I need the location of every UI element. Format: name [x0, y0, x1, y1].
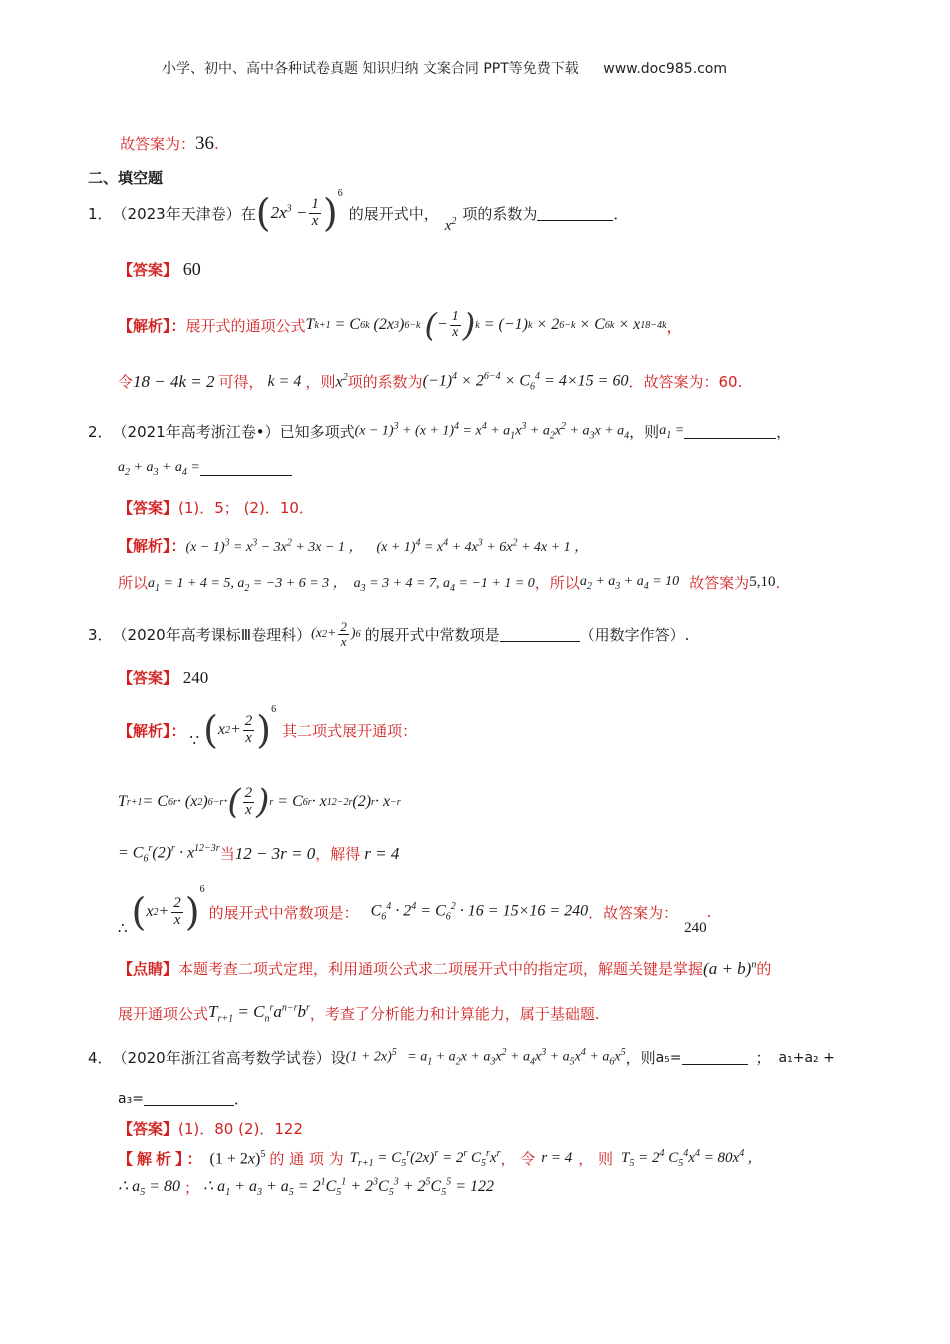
q4-a3-label: a₃= [118, 1090, 144, 1107]
q3-eq: 12 − 3r = 0 [234, 843, 316, 863]
q4-stem: 4． （2020年浙江省高考数学试卷） 设 $(1 + 2x)^5 = a_1 + a_2x + a_3x^2 + a_4x^3 + a_5x^4 + a_6x^5$ ，则 a₅= ； a₁+a₂ + [88, 1047, 835, 1068]
q2-answer [118, 497, 314, 518]
q3-comment-text-2b: ，考查了分析能力和计算能力，属于基础题. [309, 1004, 600, 1023]
q1-paren-close: ) [322, 191, 338, 235]
q2-number: 2． [88, 423, 113, 441]
prev-answer-label: 故答案为： [120, 135, 196, 153]
q3-analysis-text: 其二项式展开通项： [282, 721, 418, 740]
q4-t5: $T_5 = 2^4$ $C_5^4x^4 = 80x^4$ , [621, 1148, 752, 1169]
q3-text-b: （用数字作答）. [579, 625, 690, 644]
q4-analysis [118, 1148, 752, 1169]
q1-sol-calc: $(-1)^4 \times 2^{6-4} \times C_6^4 = 4\times 15 = 60$ [422, 371, 629, 393]
q3-answer-value: 240 [182, 668, 209, 687]
q4-poly: $(1 + 2x)^5 = a_1 + a_2x + a_3x^2 + a_4x^3 + a_5x^4 + a_6x^5$ [345, 1047, 626, 1068]
q4-blank-2[interactable] [144, 1091, 234, 1106]
q1-answer-blank[interactable] [537, 206, 613, 221]
q3-because-icon: ∵ [189, 732, 200, 749]
q4-text-a: 设 [330, 1049, 346, 1067]
q1-sol-a: 令 [118, 373, 134, 392]
q4-a5-label: a₅= [655, 1049, 682, 1066]
q1-analysis-label: 【解析】： [118, 316, 186, 335]
q4-text-b: ，则 [625, 1049, 656, 1067]
q4-answer [118, 1118, 303, 1139]
prev-answer-end: . [214, 135, 219, 153]
q1-text-c: 项的系数为 [462, 204, 538, 223]
q1-number: 1． [88, 204, 113, 223]
q3-analysis: 【解析】： ∵ ( x 2 + $\frac{2}{x}$ ) $^6$ 其二项式展开通项： [118, 704, 418, 752]
q1-sol-k: k = 4 [267, 372, 302, 390]
q1-sol-eq: 18 − 4k = 2 [133, 371, 215, 391]
q3-const-expr: x 2 + $\frac{2}{x}$ [146, 894, 181, 928]
q2-analysis-label: 【解析】： [118, 537, 186, 555]
q1-formula: T k+1 = C 6 k (2x 3 ) 6−k ( − $\frac{1}{x}$ ) k = (−1) k × 2 6−k × C 6 k × x 18−4k ， [305, 306, 683, 344]
q2-conc-a: 所以 [118, 574, 149, 593]
q3-comment-text-2a: 展开通项公式 [118, 1004, 209, 1023]
q2-conc-c: 故答案为 [689, 574, 750, 593]
q1-analysis [118, 302, 682, 348]
q1-text-a: 在 [240, 204, 256, 223]
q3-paren-open: ( [203, 708, 218, 752]
q2-stem-2 [118, 460, 292, 478]
q1-frac: $\frac{1}{x}$ [311, 195, 319, 229]
q3-analysis-label: 【解析】： [118, 721, 186, 740]
q3-expr: (x 2 + $\frac{2}{x}$ ) 6 [311, 618, 361, 649]
q3-comment-text-1b: 的 [756, 960, 772, 978]
q3-answer [118, 667, 208, 688]
q4-analysis-label: 【解析】： [118, 1150, 206, 1168]
q3-simplify [118, 843, 399, 865]
q1-answer-label: 【答案】 [118, 261, 179, 279]
q3-comment-label: 【点睛】 [118, 960, 179, 978]
q4-blank-1[interactable] [682, 1050, 748, 1065]
q2-sum: $a_2 + a_3 + a_4 = 10$ [579, 574, 680, 592]
q2-text-a: 已知多项式 [279, 423, 355, 441]
header-title: 小学、初中、高中各种试卷真题 知识归纳 文案合同 PPT等免费下载 [162, 61, 579, 77]
q3-when: 当 [219, 845, 235, 864]
q2-sum-label: $a_2 + a_3 + a_4$ = [118, 460, 200, 478]
q4-answer-label: 【答案】 [118, 1120, 179, 1138]
q4-base: $(1 + 2x)^5$ [209, 1148, 266, 1168]
q3-source: （2020年高考课标Ⅲ卷理科） [112, 625, 312, 644]
q3-stem [88, 614, 689, 654]
q4-analysis-c: ， 则 [578, 1150, 614, 1168]
q1-solution [118, 371, 742, 393]
q4-source: （2020年浙江省高考数学试卷） [112, 1049, 331, 1067]
prev-answer [120, 133, 219, 155]
section-title: 二、填空题 [88, 169, 164, 187]
q3-general-term [118, 776, 401, 828]
q2-conc-d: 5,10 [749, 574, 776, 591]
q2-analysis [118, 535, 588, 556]
q4-stem-2: a₃= ． [118, 1090, 249, 1108]
prev-answer-value: 36 [195, 133, 215, 154]
q1-paren-open: ( [255, 191, 271, 235]
q1-sol-e: ．故答案为：60. [628, 373, 743, 392]
q4-analysis-a: 的 通 项 为 [269, 1150, 344, 1168]
q2-conclusion: 所以 $a_1 = 1 + 4 = 5$, $a_2 = -3 + 6 = 3$ ， $a_3 = 3 + 4 = 7$, $a_4 = -1 + 1 = 0$ ，所以 $a_2 + a_3 + a_4 = 10$ 故答案为 5,10 . [118, 573, 781, 594]
q4-a12-label: a₁+a₂ + [778, 1049, 835, 1066]
q2-conc-b: ，所以 [534, 574, 580, 593]
q3-answer-blank[interactable] [500, 627, 580, 642]
page-header [162, 58, 727, 78]
q3-const-paren-open: ( [131, 890, 147, 934]
q2-values: $a_1 = 1 + 4 = 5$, $a_2 = -3 + 6 = 3$ ， $a_3 = 3 + 4 = 7$, $a_4 = -1 + 1 = 0$ [148, 576, 535, 594]
q3-r: r = 4 [364, 843, 400, 863]
q1-answer [118, 259, 201, 280]
q3-analysis-expr: x 2 + $\frac{2}{x}$ [217, 712, 253, 746]
q1-text-b: 的展开式中， [348, 204, 439, 223]
q2-text-b: ，则 [629, 423, 660, 441]
q1-analysis-text: 展开式的通项公式 [185, 316, 306, 335]
q2-a1: $a_1$ = [659, 422, 685, 441]
q4-analysis-b: ， 令 [500, 1150, 536, 1168]
q4-final: ∴ $a_5 = 80$ ； ∴ $a_1 + a_3 + a_5 = 2^1C_5^1 + 2^3C_5^3 + 2^5C_5^5 = 122$ [118, 1176, 494, 1199]
q3-final-value: 240 [684, 919, 707, 936]
q3-comment-formula: $T_{r+1} = C_n^ra^{n-r}b^r$ [208, 1002, 310, 1025]
q1-expr: $2x^3$ − [270, 203, 308, 222]
q2-blank-2[interactable] [200, 461, 292, 476]
q3-comment-2 [118, 1002, 600, 1024]
q1-sol-x2: $x^2$ [335, 372, 348, 391]
q2-stem: 2． （2021年高考浙江卷•） 已知多项式 $(x - 1)^3 + (x + 1)^4 = x^4 + a_1x^3 + a_2x^2 + a_3x + a_4$ ，则 $a_1$ = ， [88, 421, 792, 442]
q3-final-a: ．故答案为： [588, 903, 679, 922]
q2-blank-1[interactable] [684, 424, 776, 439]
q3-answer-label: 【答案】 [118, 669, 179, 687]
q3-comment-text-1: 本题考查二项式定理，利用通项公式求二项展开式中的指定项，解题关键是掌握 [178, 960, 704, 978]
q2-expand: $(x - 1)^3 = x^3 - 3x^2 + 3x - 1$ ， $(x + 1)^4 = x^4 + 4x^3 + 6x^2 + 4x + 1$ ， [185, 536, 589, 555]
q3-comment-1 [118, 958, 771, 979]
q2-poly: $(x - 1)^3 + (x + 1)^4 = x^4 + a_1x^3 + a_2x^2 + a_3x + a_4$ [354, 421, 630, 442]
q3-comment-binom: $(a + b)^n$ [703, 958, 757, 978]
q3-const-paren-close: ) [184, 890, 200, 934]
q3-text-a: 的展开式中常数项是 [364, 625, 500, 644]
q1-sol-c: ，则 [305, 373, 336, 392]
q2-source: （2021年高考浙江卷•） [112, 423, 280, 441]
q2-answer-label: 【答案】 [118, 499, 179, 517]
q1-stem: 1． （2023年天津卷） 在 ( $2x^3$ − $\frac{1}{x}$ ) $^6$ 的展开式中， $x^2$ 项的系数为 ． [88, 188, 629, 235]
q3-paren-close: ) [256, 708, 272, 752]
q3-const-text: 的展开式中常数项是： [208, 903, 359, 922]
q3-solve: ，解得 [315, 845, 361, 864]
q4-a5-result: ∴ $a_5 = 80$ [118, 1178, 180, 1199]
q2-answer-value: (1)．5； (2)．10． [178, 499, 314, 517]
q3-term-formula: T r+1 = C 6 r · (x 2 ) 6−r · ( $\frac{2}{x}$ ) r = C 6 r · x 12−2r (2) r · x −r [118, 782, 401, 822]
q1-x2: $x^2$ [444, 215, 457, 234]
q1-sol-b: 可得， [218, 373, 264, 392]
q3-simplified: = $C_6^r(2)^r \cdot x^{12-3r}$ [118, 843, 220, 865]
q4-answer-value: (1)．80 (2)．122 [178, 1120, 303, 1138]
q4-sum-result: ∴ $a_1 + a_3 + a_5 = 2^1C_5^1 + 2^3C_5^3 + 2^5C_5^5 = 122$ [203, 1176, 494, 1199]
q3-constant: ∴ ( x 2 + $\frac{2}{x}$ ) $^6$ 的展开式中常数项是： $C_6^4 \cdot 2^4 = C_6^2 \cdot 16 = 15\times 16 = 240$ ．故答案为： 240 . [118, 884, 712, 937]
q3-therefore-icon: ∴ [118, 920, 128, 937]
q4-r: r = 4 [541, 1150, 573, 1166]
q3-number: 3． [88, 625, 113, 644]
q1-sol-d: 项的系数为 [347, 373, 423, 392]
header-site[interactable]: www.doc985.com [603, 61, 727, 77]
q1-source: （2023年天津卷） [112, 204, 241, 223]
q1-answer-value: 60 [182, 259, 201, 279]
q4-number: 4． [88, 1049, 113, 1067]
q4-term: $T_{r+1} = C_5^r(2x)^r = 2^r$ $C_5^rx^r$ [349, 1148, 501, 1169]
q3-const-calc: $C_6^4 \cdot 2^4 = C_6^2 \cdot 16 = 15\times 16 = 240$ [370, 901, 589, 923]
